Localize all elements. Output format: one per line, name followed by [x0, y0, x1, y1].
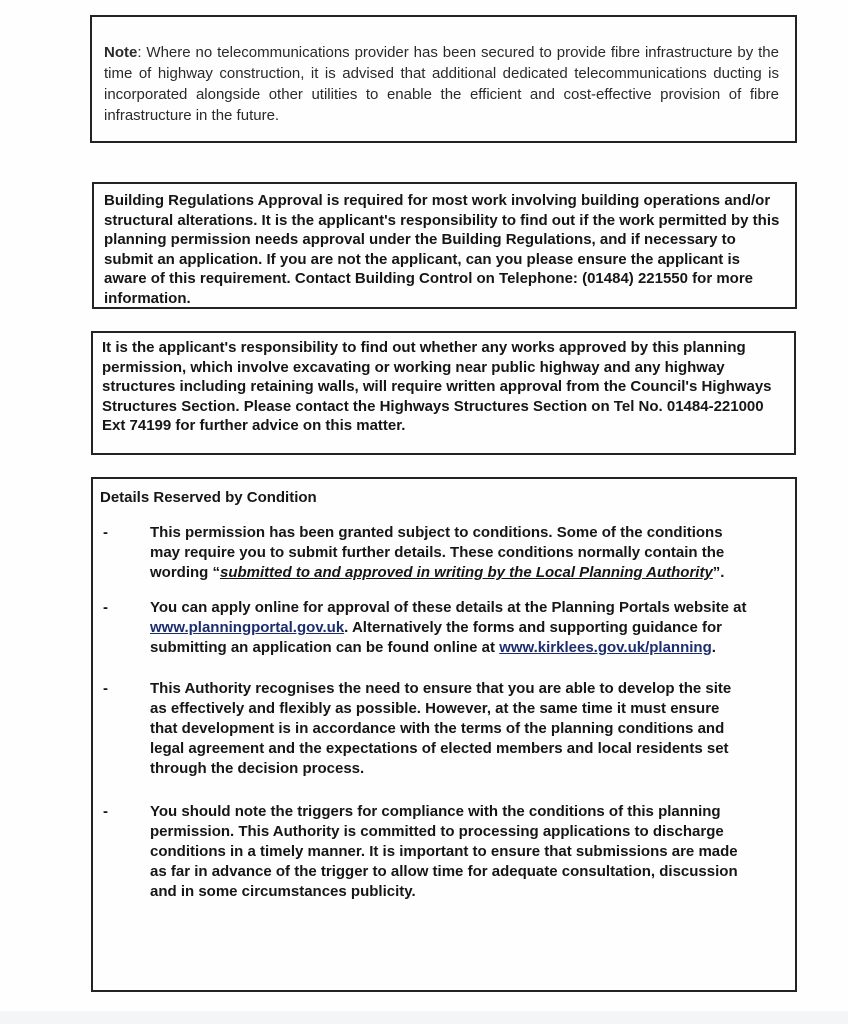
bullet-dash: - [103, 599, 108, 616]
bullet-item-authority-recognises [100, 679, 783, 779]
highways-structures-box [91, 331, 796, 455]
note-text: : Where no telecommunications provider has been secured to provide fibre infrastructure by the time of highway construction, it is advised that additional dedicated telecommunications ducting is incorporated alongside other utilities to enable the efficient and cost-effective provision of fibre infrastructure in the future. [104, 44, 779, 124]
bullet-item-apply-online [100, 598, 783, 658]
planning-portal-link[interactable]: www.planningportal.gov.uk [150, 619, 345, 636]
details-reserved-heading: Details Reserved by Condition [100, 489, 317, 506]
highways-structures-text: It is the applicant's responsibility to find out whether any works approved by this planning permission, which involve excavating or working near public highway and any highway structures including retaining walls, will require written approval from the Council's Highways Structures Section. Please contact the Highways Structures Section on Tel No. 01484-221000 Ext 74199 for further advice on this matter. [102, 339, 772, 434]
bullet-dash: - [103, 803, 108, 820]
bullet-dash: - [103, 524, 108, 541]
building-regulations-box [92, 182, 797, 309]
page-footer-band [0, 1011, 848, 1024]
bullet-dash: - [103, 680, 108, 697]
conditions-quoted-wording: submitted to and approved in writing by the Local Planning Authority [220, 564, 713, 581]
conditions-text-after: ”. [712, 564, 725, 581]
apply-online-text-after: . [711, 639, 716, 656]
bullet-item-triggers [100, 802, 783, 902]
conditions-text-before: This permission has been granted subject to conditions. Some of the conditions may require you to submit further details. These conditions normally contain the wording “ [150, 524, 725, 581]
apply-online-text-before: You can apply online for approval of these details at the Planning Portals website at [150, 599, 747, 616]
bullet-text-apply-online [150, 598, 783, 658]
triggers-text: You should note the triggers for compliance with the conditions of this planning permission. This Authority is committed to processing applications to discharge conditions in a timely manner. It is important to ensure that submissions are made as far in advance of the trigger to allow time for adequate consultation, discussion and in some circumstances publicity. [150, 803, 738, 900]
telecoms-note-paragraph [104, 42, 779, 126]
telecoms-note-box [90, 15, 797, 143]
authority-recognises-text: This Authority recognises the need to ensure that you are able to develop the site as effectively and flexibly as possible. However, at the same time it must ensure that development is in accordance with the terms of the planning conditions and legal agreement and the expectations of elected members and local residents set through the decision process. [150, 680, 732, 777]
kirklees-planning-link[interactable]: www.kirklees.gov.uk/planning [499, 639, 712, 656]
apply-online-text-middle: . Alternatively the forms and supporting guidance for submitting an application can be found online at [150, 619, 722, 656]
bullet-text-conditions [150, 523, 783, 583]
building-regulations-text: Building Regulations Approval is required for most work involving building operations and/or structural alterations. It is the applicant's responsibility to find out if the work permitted by this planning permission needs approval under the Building Regulations, and if necessary to submit an application. If you are not the applicant, can you please ensure the applicant is aware of this requirement. Contact Building Control on Telephone: (01484) 221550 for more information. [104, 192, 780, 307]
bullet-item-conditions [100, 523, 783, 583]
note-label: Note [104, 44, 138, 61]
details-reserved-box [91, 477, 797, 992]
